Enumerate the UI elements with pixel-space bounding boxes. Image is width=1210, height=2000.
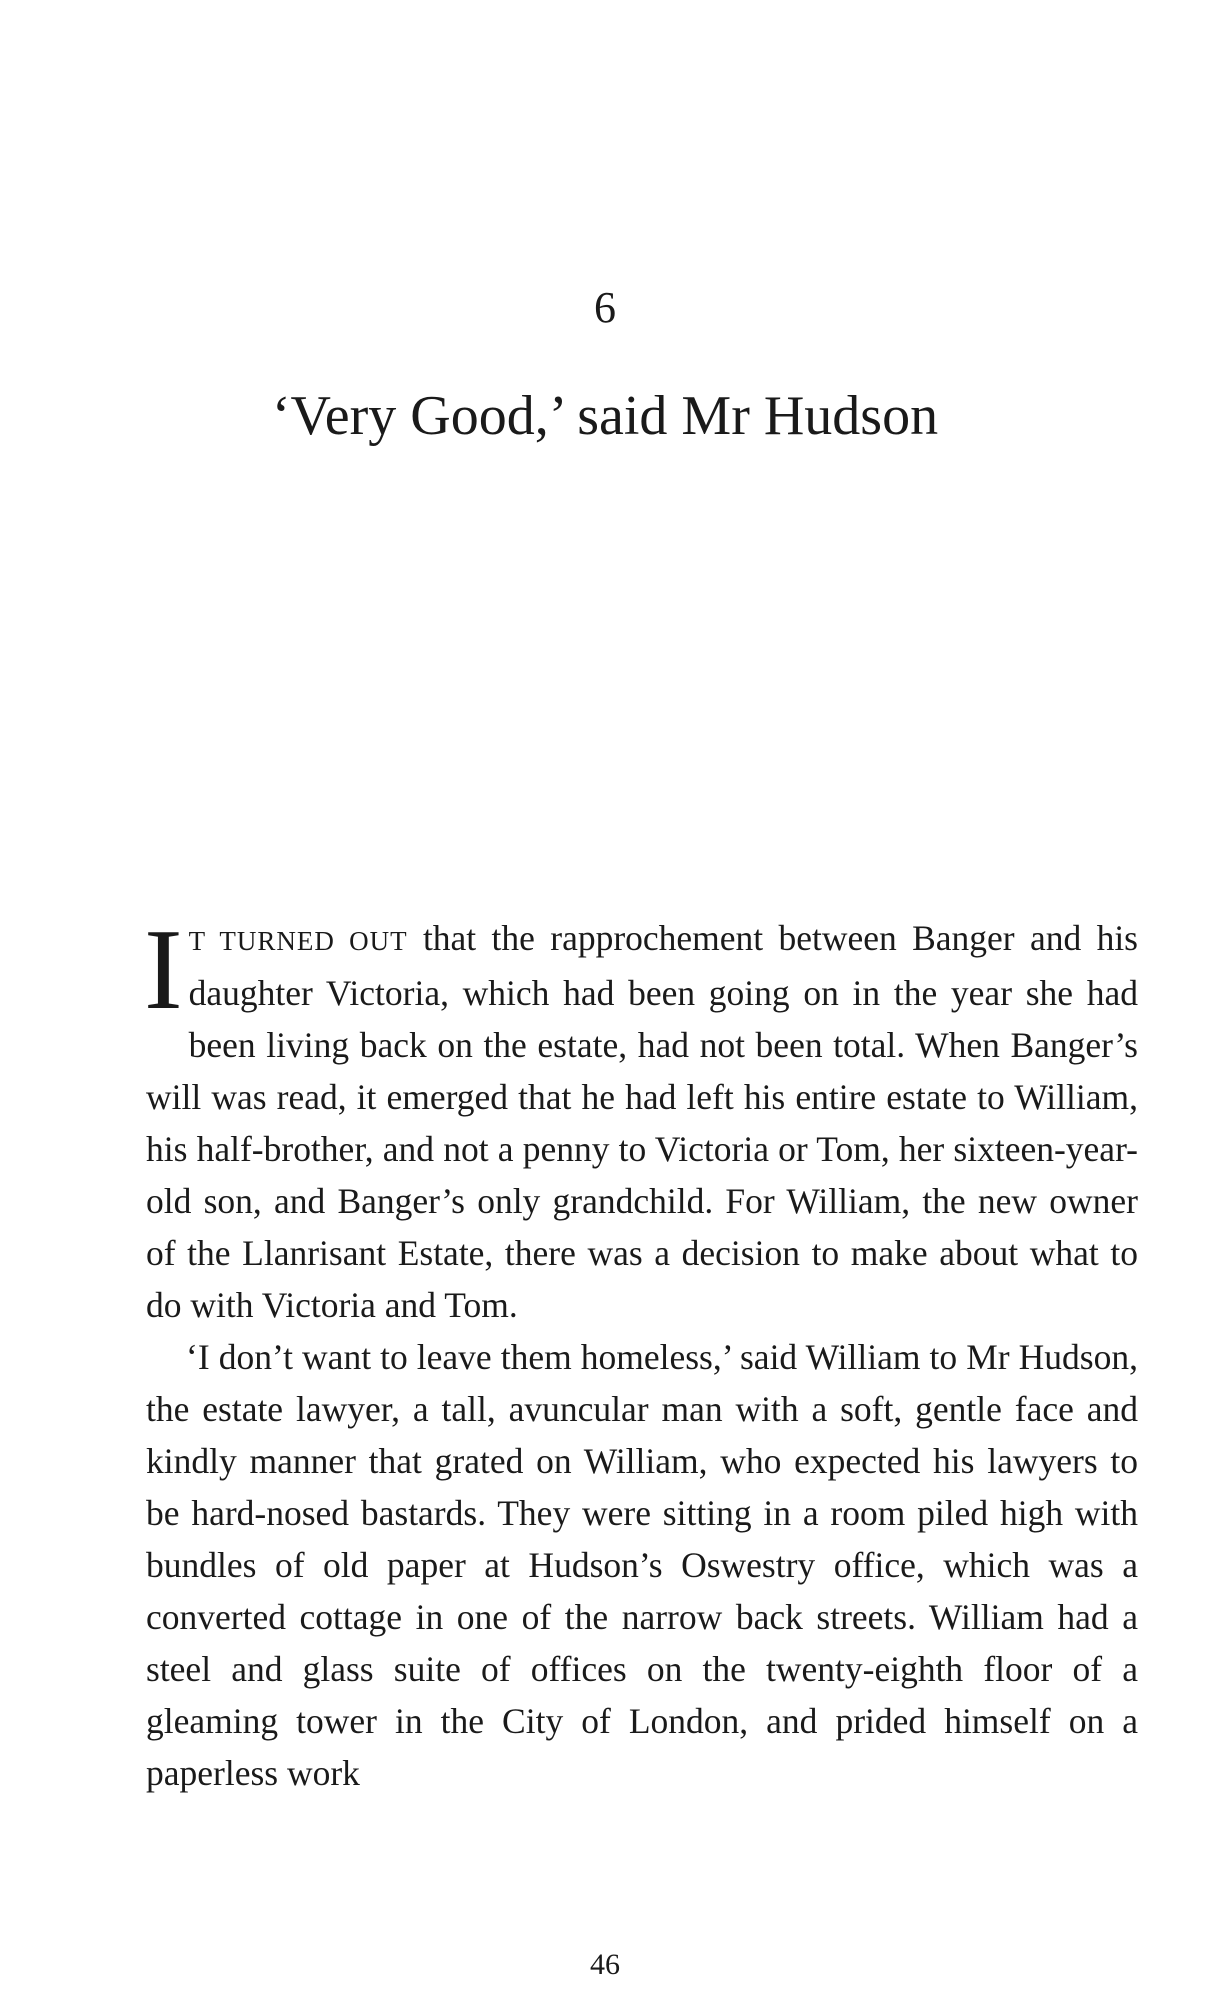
paragraph-2-text: ‘I don’t want to leave them homeless,’ said William to Mr Hudson, the estate lawyer, a tall, avuncular man with a soft, gentle face and kindly manner that grated on William, who expected his lawyers to be hard-nosed bastards. They were sitting in a room piled high with bundles of old paper at Hudson’s Oswestry office, which was a converted cottage in one of the narrow back streets. William had a steel and glass suite of offices on the twenty-eighth floor of a gleaming tower in the City of London, and prided himself on a paperless work (146, 1337, 1138, 1793)
body-text (144, 906, 1139, 1799)
opening-small-caps: T TURNED OUT (188, 926, 408, 956)
page-number: 46 (590, 1948, 620, 1981)
chapter-number: 6 (594, 283, 616, 332)
drop-cap: I (144, 906, 183, 1034)
paragraph-2 (146, 1331, 1138, 1799)
paragraph-1-text: that the rapprochement between Banger and his daughter Victoria, which had been going on in the year she had been living back on the estate, had not been total. When Banger’s will was read, it emerged that he had left his entire estate to William, his half-brother, and not a penny to Victoria or Tom, her sixteen-year-old son, and Banger’s only grandchild. For William, the new owner of the Llanrisant Estate, there was a decision to make about what to do with Victoria and Tom. (146, 918, 1139, 1325)
chapter-title: ‘Very Good,’ said Mr Hudson (271, 385, 939, 447)
paragraph-1 (144, 906, 1139, 1331)
